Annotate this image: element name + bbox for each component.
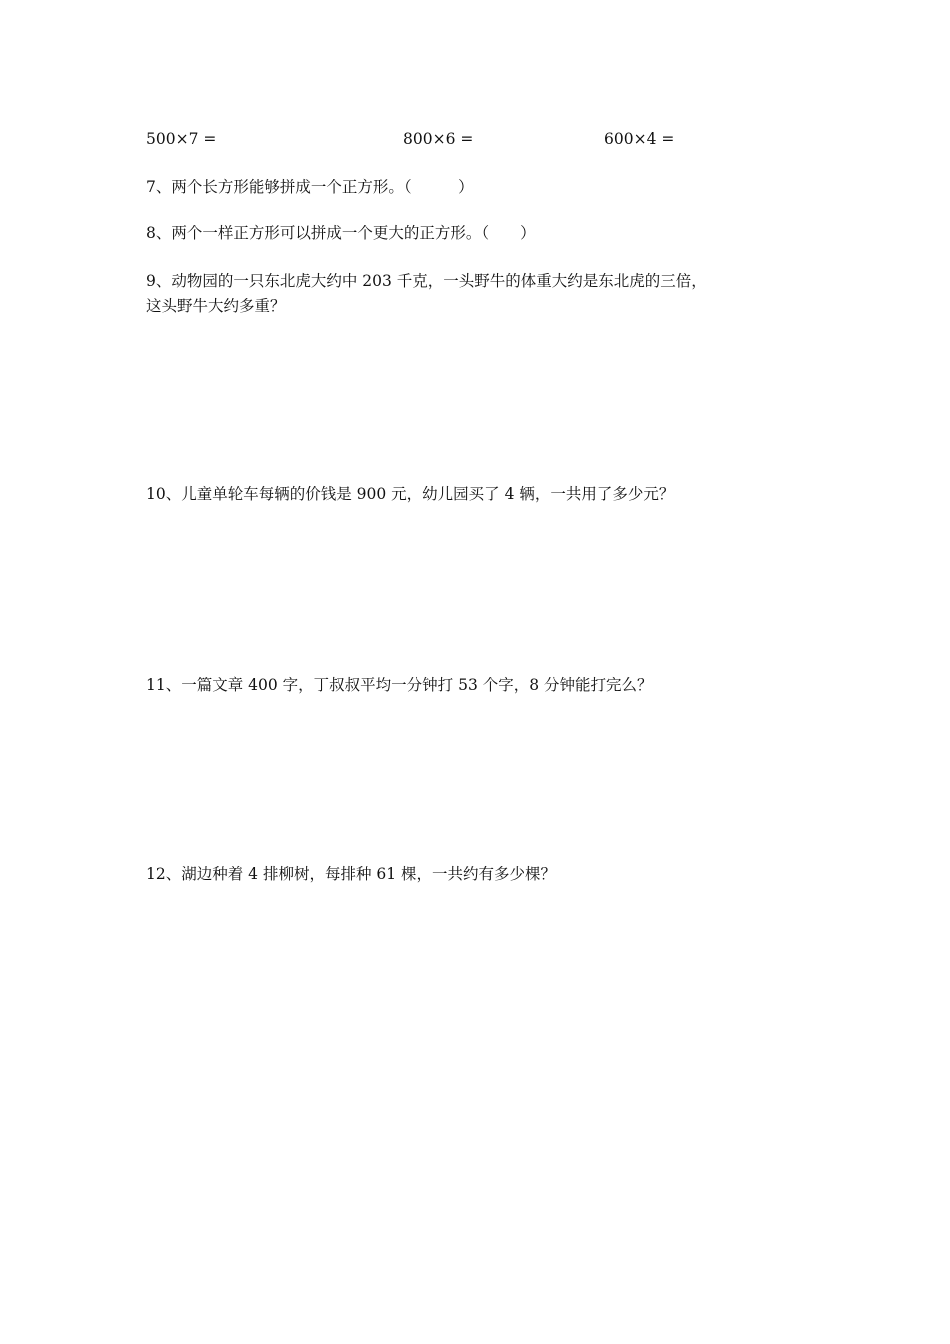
question-11: 11、一篇文章 400 字，丁叔叔平均一分钟打 53 个字，8 分钟能打完么？	[146, 676, 653, 694]
question-8: 8、两个一样正方形可以拼成一个更大的正方形。（ ）	[146, 224, 536, 242]
question-7: 7、两个长方形能够拼成一个正方形。（ ）	[146, 178, 474, 196]
calculation-1: 500×7 =	[146, 130, 217, 148]
calculation-3: 600×4 =	[604, 130, 675, 148]
calculation-2: 800×6 =	[403, 130, 474, 148]
question-9-line-2: 这头野牛大约多重？	[146, 297, 286, 315]
question-12: 12、湖边种着 4 排柳树，每排种 61 棵，一共约有多少棵？	[146, 865, 557, 883]
question-9-line-1: 9、动物园的一只东北虎大约中 203 千克，一头野牛的体重大约是东北虎的三倍，	[146, 272, 707, 290]
question-10: 10、儿童单轮车每辆的价钱是 900 元，幼儿园买了 4 辆，一共用了多少元？	[146, 485, 675, 503]
